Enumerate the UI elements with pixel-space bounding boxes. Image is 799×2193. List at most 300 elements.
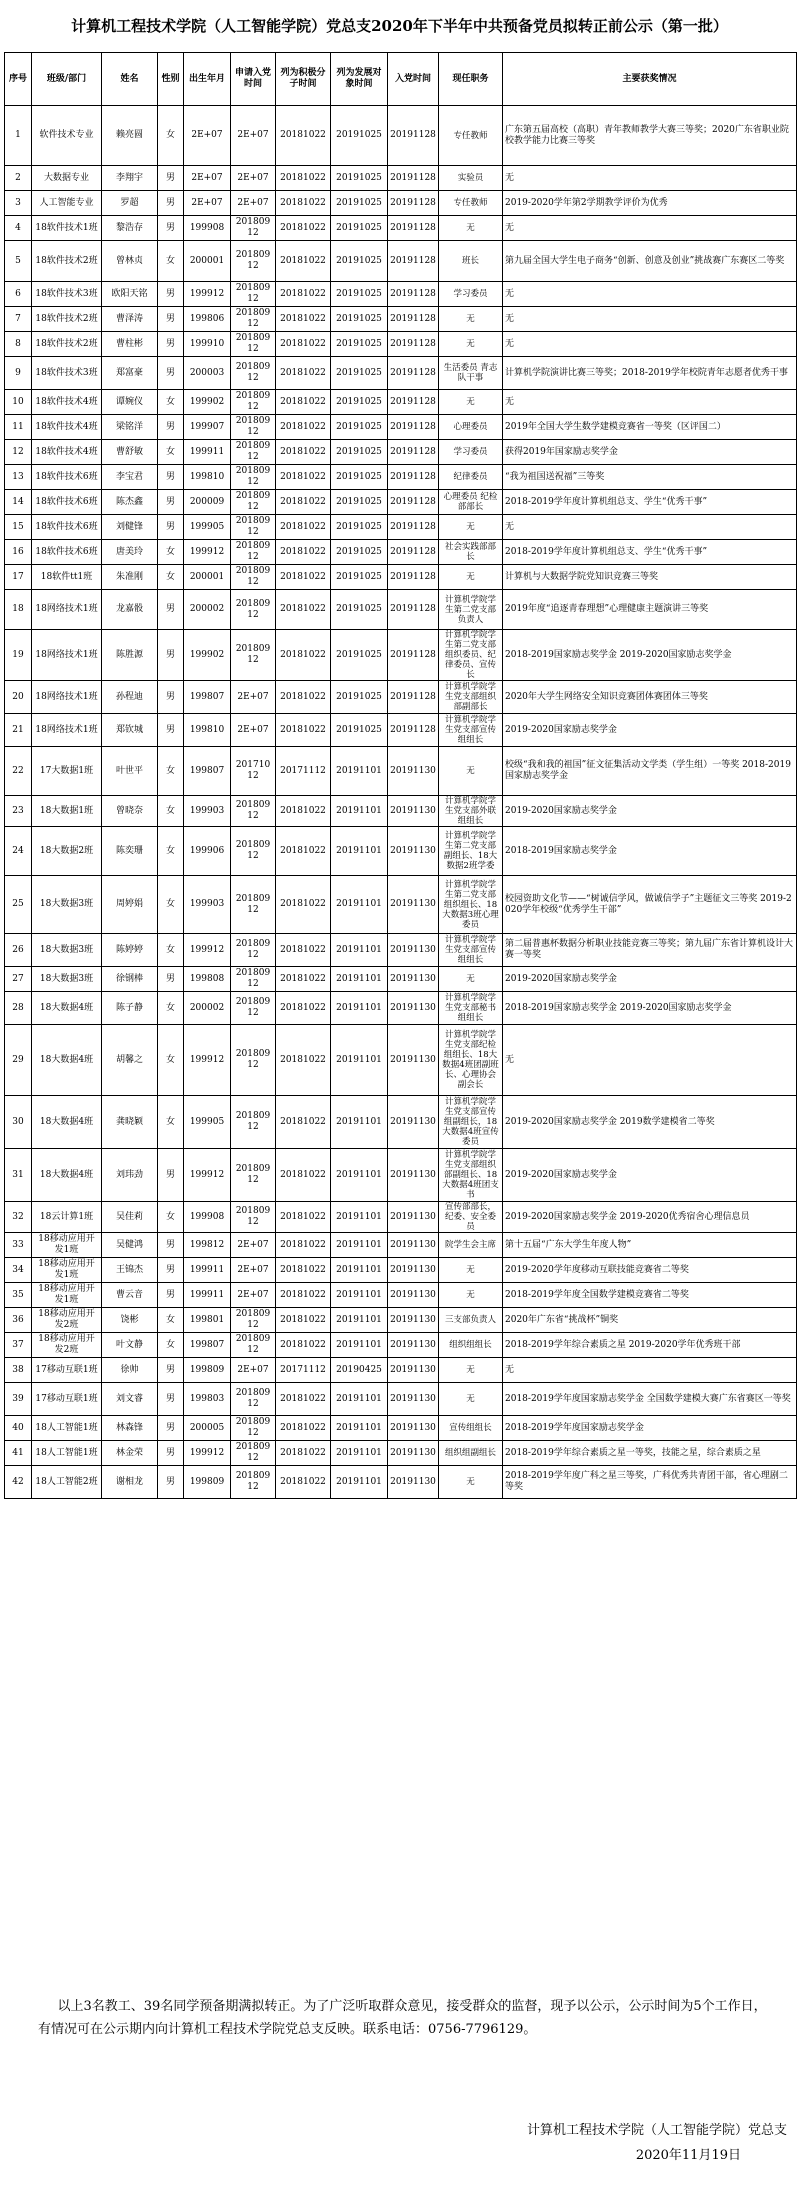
cell-gender: 男 [158, 681, 184, 714]
cell-index: 34 [5, 1258, 32, 1283]
cell-birth: 200003 [184, 357, 231, 390]
cell-name: 曹柱彬 [102, 332, 158, 357]
cell-gender: 女 [158, 540, 184, 565]
cell-name: 曹泽涛 [102, 307, 158, 332]
cell-candidate-date: 20191025 [331, 332, 388, 357]
cell-gender: 女 [158, 565, 184, 590]
cell-gender: 女 [158, 1202, 184, 1233]
cell-candidate-date: 20191101 [331, 876, 388, 934]
cell-gender: 男 [158, 1416, 184, 1441]
table-body [5, 106, 797, 1499]
cell-duty: 计算机学院学生党支部宣传组组长 [439, 934, 503, 967]
cell-honors: 2019-2020国家励志奖学金 2019数学建模省二等奖 [503, 1096, 797, 1149]
cell-honors: 2018-2019学年度全国数学建模竞赛省二等奖 [503, 1283, 797, 1308]
cell-join-date: 20191130 [388, 1441, 439, 1466]
cell-birth: 199902 [184, 390, 231, 415]
cell-duty: 无 [439, 1358, 503, 1383]
cell-index: 15 [5, 515, 32, 540]
cell-duty: 计算机学院学生第二党支部负责人 [439, 590, 503, 630]
cell-honors: 2019-2020学年度移动互联技能竞赛省二等奖 [503, 1258, 797, 1283]
cell-candidate-date: 20191025 [331, 515, 388, 540]
cell-candidate-date: 20191101 [331, 827, 388, 876]
cell-activist-date: 20181022 [276, 796, 331, 827]
table-row [5, 1258, 797, 1283]
cell-index: 39 [5, 1383, 32, 1416]
cell-name: 叶世平 [102, 747, 158, 796]
cell-gender: 女 [158, 241, 184, 282]
cell-index: 25 [5, 876, 32, 934]
table-row [5, 630, 797, 681]
cell-index: 27 [5, 967, 32, 992]
cell-gender: 男 [158, 590, 184, 630]
cell-birth: 200001 [184, 565, 231, 590]
cell-name: 周婷娟 [102, 876, 158, 934]
cell-candidate-date: 20191025 [331, 282, 388, 307]
cell-honors: 2019-2020国家励志奖学金 [503, 967, 797, 992]
cell-class: 18移动应用开发1班 [32, 1233, 102, 1258]
cell-join-date: 20191130 [388, 967, 439, 992]
cell-index: 23 [5, 796, 32, 827]
cell-candidate-date: 20191025 [331, 490, 388, 515]
cell-name: 刘健锋 [102, 515, 158, 540]
cell-gender: 女 [158, 1333, 184, 1358]
cell-apply-date: 20180912 [231, 1383, 276, 1416]
cell-index: 40 [5, 1416, 32, 1441]
cell-honors: 2019年全国大学生数学建模竞赛省一等奖（区评国二） [503, 415, 797, 440]
cell-duty: 心理委员 纪检部部长 [439, 490, 503, 515]
cell-name: 曾晓奈 [102, 796, 158, 827]
cell-index: 14 [5, 490, 32, 515]
cell-birth: 199801 [184, 1308, 231, 1333]
cell-candidate-date: 20191101 [331, 1233, 388, 1258]
cell-join-date: 20191128 [388, 415, 439, 440]
cell-birth: 199806 [184, 307, 231, 332]
cell-candidate-date: 20191025 [331, 440, 388, 465]
cell-index: 41 [5, 1441, 32, 1466]
cell-apply-date: 20180912 [231, 630, 276, 681]
cell-class: 18软件技术1班 [32, 216, 102, 241]
cell-class: 18大数据4班 [32, 992, 102, 1025]
cell-honors: 2018-2019国家励志奖学金 2019-2020国家励志奖学金 [503, 630, 797, 681]
table-row [5, 967, 797, 992]
cell-index: 20 [5, 681, 32, 714]
cell-gender: 男 [158, 357, 184, 390]
header-join-date: 入党时间 [388, 53, 439, 106]
cell-apply-date: 20180912 [231, 307, 276, 332]
cell-apply-date: 2E+07 [231, 681, 276, 714]
cell-birth: 199910 [184, 332, 231, 357]
cell-index: 28 [5, 992, 32, 1025]
cell-join-date: 20191130 [388, 827, 439, 876]
cell-birth: 199912 [184, 934, 231, 967]
document-title: 计算机工程技术学院（人工智能学院）党总支2020年下半年中共预备党员拟转正前公示（第一批） [71, 17, 728, 35]
cell-gender: 女 [158, 1025, 184, 1096]
cell-join-date: 20191128 [388, 540, 439, 565]
cell-gender: 男 [158, 216, 184, 241]
cell-duty: 宣传部部长，纪委、安全委员 [439, 1202, 503, 1233]
cell-name: 吴佳莉 [102, 1202, 158, 1233]
table-row [5, 1202, 797, 1233]
cell-apply-date: 20180912 [231, 1149, 276, 1202]
cell-join-date: 20191128 [388, 166, 439, 191]
cell-activist-date: 20181022 [276, 1333, 331, 1358]
cell-apply-date: 20180912 [231, 357, 276, 390]
cell-apply-date: 20180912 [231, 590, 276, 630]
cell-gender: 男 [158, 1383, 184, 1416]
cell-index: 2 [5, 166, 32, 191]
cell-gender: 男 [158, 1466, 184, 1499]
table-row [5, 241, 797, 282]
cell-join-date: 20191128 [388, 714, 439, 747]
cell-index: 42 [5, 1466, 32, 1499]
cell-join-date: 20191130 [388, 1202, 439, 1233]
cell-activist-date: 20181022 [276, 490, 331, 515]
cell-birth: 199908 [184, 216, 231, 241]
cell-duty: 计算机学院学生党支部宣传组副组长，18大数据4班宣传委员 [439, 1096, 503, 1149]
cell-name: 罗超 [102, 191, 158, 216]
cell-birth: 199812 [184, 1233, 231, 1258]
cell-birth: 199905 [184, 515, 231, 540]
cell-duty: 计算机学院学生党支部组织部副组长、18大数据4班团支书 [439, 1149, 503, 1202]
cell-gender: 女 [158, 440, 184, 465]
cell-duty: 无 [439, 1258, 503, 1283]
cell-activist-date: 20181022 [276, 876, 331, 934]
cell-birth: 199912 [184, 1441, 231, 1466]
cell-class: 18软件技术4班 [32, 440, 102, 465]
cell-class: 18移动应用开发1班 [32, 1258, 102, 1283]
cell-name: 梁铭洋 [102, 415, 158, 440]
cell-honors: 无 [503, 216, 797, 241]
cell-activist-date: 20181022 [276, 166, 331, 191]
cell-activist-date: 20181022 [276, 540, 331, 565]
cell-honors: 校级“我和我的祖国”征文征集活动文学类（学生组）一等奖 2018-2019国家励志奖学金 [503, 747, 797, 796]
cell-birth: 199902 [184, 630, 231, 681]
cell-gender: 男 [158, 1358, 184, 1383]
cell-candidate-date: 20191025 [331, 465, 388, 490]
cell-name: 曹舒敏 [102, 440, 158, 465]
cell-class: 18大数据3班 [32, 967, 102, 992]
cell-candidate-date: 20191101 [331, 1096, 388, 1149]
table-row [5, 515, 797, 540]
cell-join-date: 20191130 [388, 1258, 439, 1283]
cell-class: 18软件技术2班 [32, 332, 102, 357]
cell-class: 18网络技术1班 [32, 681, 102, 714]
cell-name: 陈杰鑫 [102, 490, 158, 515]
cell-candidate-date: 20191101 [331, 1383, 388, 1416]
cell-duty: 无 [439, 565, 503, 590]
cell-honors: 无 [503, 307, 797, 332]
cell-candidate-date: 20191101 [331, 934, 388, 967]
cell-birth: 199807 [184, 681, 231, 714]
cell-apply-date: 20180912 [231, 1096, 276, 1149]
cell-birth: 199903 [184, 876, 231, 934]
cell-join-date: 20191130 [388, 1149, 439, 1202]
cell-duty: 三支部负责人 [439, 1308, 503, 1333]
header-index: 序号 [5, 53, 32, 106]
header-class: 班级/部门 [32, 53, 102, 106]
cell-candidate-date: 20191025 [331, 166, 388, 191]
cell-apply-date: 20180912 [231, 415, 276, 440]
cell-candidate-date: 20191025 [331, 106, 388, 166]
cell-name: 龙嘉骰 [102, 590, 158, 630]
table-row [5, 282, 797, 307]
cell-candidate-date: 20191101 [331, 796, 388, 827]
cell-gender: 男 [158, 1441, 184, 1466]
cell-class: 软件技术专业 [32, 106, 102, 166]
cell-honors: 获得2019年国家励志奖学金 [503, 440, 797, 465]
cell-activist-date: 20181022 [276, 565, 331, 590]
table-row [5, 390, 797, 415]
cell-class: 18移动应用开发1班 [32, 1283, 102, 1308]
cell-name: 孙程迪 [102, 681, 158, 714]
cell-candidate-date: 20191101 [331, 1025, 388, 1096]
cell-apply-date: 20180912 [231, 1025, 276, 1096]
header-name: 姓名 [102, 53, 158, 106]
cell-candidate-date: 20190425 [331, 1358, 388, 1383]
table-row [5, 440, 797, 465]
cell-name: 曾林贞 [102, 241, 158, 282]
cell-candidate-date: 20191101 [331, 747, 388, 796]
table-row [5, 332, 797, 357]
cell-duty: 组织组组长 [439, 1333, 503, 1358]
cell-candidate-date: 20191101 [331, 992, 388, 1025]
cell-candidate-date: 20191025 [331, 216, 388, 241]
cell-apply-date: 2E+07 [231, 1358, 276, 1383]
header-apply-date: 申请入党时间 [231, 53, 276, 106]
table-row [5, 415, 797, 440]
cell-birth: 200009 [184, 490, 231, 515]
cell-birth: 199807 [184, 747, 231, 796]
cell-name: 唐美玲 [102, 540, 158, 565]
cell-honors: 2019-2020国家励志奖学金 [503, 1149, 797, 1202]
cell-candidate-date: 20191025 [331, 241, 388, 282]
cell-apply-date: 20180912 [231, 540, 276, 565]
cell-honors: 2019-2020国家励志奖学金 2019-2020优秀宿舍心理信息员 [503, 1202, 797, 1233]
cell-index: 19 [5, 630, 32, 681]
cell-birth: 199903 [184, 796, 231, 827]
cell-class: 18人工智能2班 [32, 1466, 102, 1499]
cell-name: 曹云音 [102, 1283, 158, 1308]
cell-apply-date: 20171012 [231, 747, 276, 796]
cell-index: 38 [5, 1358, 32, 1383]
cell-gender: 男 [158, 1149, 184, 1202]
cell-birth: 199807 [184, 1333, 231, 1358]
cell-birth: 199911 [184, 1258, 231, 1283]
cell-gender: 男 [158, 1258, 184, 1283]
cell-candidate-date: 20191101 [331, 967, 388, 992]
cell-class: 17大数据1班 [32, 747, 102, 796]
cell-index: 13 [5, 465, 32, 490]
cell-gender: 男 [158, 166, 184, 191]
cell-duty: 无 [439, 1383, 503, 1416]
cell-candidate-date: 20191101 [331, 1308, 388, 1333]
cell-class: 17移动互联1班 [32, 1383, 102, 1416]
cell-gender: 女 [158, 827, 184, 876]
cell-apply-date: 2E+07 [231, 191, 276, 216]
cell-candidate-date: 20191101 [331, 1333, 388, 1358]
cell-candidate-date: 20191101 [331, 1416, 388, 1441]
cell-gender: 女 [158, 106, 184, 166]
table-row [5, 1358, 797, 1383]
cell-apply-date: 20180912 [231, 1416, 276, 1441]
cell-duty: 院学生会主席 [439, 1233, 503, 1258]
cell-gender: 女 [158, 992, 184, 1025]
cell-name: 郑富豪 [102, 357, 158, 390]
table-row [5, 1466, 797, 1499]
cell-honors: 2018-2019国家励志奖学金 [503, 827, 797, 876]
cell-duty: 计算机学院学生党支部外联组组长 [439, 796, 503, 827]
cell-name: 谢相龙 [102, 1466, 158, 1499]
cell-join-date: 20191128 [388, 357, 439, 390]
cell-name: 吴健鸿 [102, 1233, 158, 1258]
cell-name: 陈胜源 [102, 630, 158, 681]
cell-honors: 2019年度“追逐青春理想”心理健康主题演讲三等奖 [503, 590, 797, 630]
cell-join-date: 20191130 [388, 1466, 439, 1499]
cell-index: 11 [5, 415, 32, 440]
cell-apply-date: 20180912 [231, 490, 276, 515]
cell-activist-date: 20181022 [276, 827, 331, 876]
table-row [5, 565, 797, 590]
cell-class: 18网络技术1班 [32, 714, 102, 747]
cell-index: 30 [5, 1096, 32, 1149]
cell-activist-date: 20181022 [276, 967, 331, 992]
cell-birth: 2E+07 [184, 166, 231, 191]
cell-activist-date: 20181022 [276, 1416, 331, 1441]
cell-candidate-date: 20191025 [331, 681, 388, 714]
cell-candidate-date: 20191025 [331, 191, 388, 216]
cell-index: 37 [5, 1333, 32, 1358]
table-row [5, 465, 797, 490]
cell-duty: 计算机学院学生党支部秘书组组长 [439, 992, 503, 1025]
cell-activist-date: 20181022 [276, 390, 331, 415]
cell-class: 18人工智能1班 [32, 1416, 102, 1441]
cell-class: 18大数据4班 [32, 1025, 102, 1096]
cell-apply-date: 2E+07 [231, 714, 276, 747]
cell-duty: 无 [439, 332, 503, 357]
cell-apply-date: 20180912 [231, 934, 276, 967]
cell-honors: 2019-2020学年第2学期教学评价为优秀 [503, 191, 797, 216]
cell-join-date: 20191128 [388, 390, 439, 415]
table-row [5, 827, 797, 876]
cell-activist-date: 20181022 [276, 934, 331, 967]
cell-activist-date: 20181022 [276, 1149, 331, 1202]
signature-org: 计算机工程技术学院（人工智能学院）党总支 [526, 2123, 787, 2138]
header-candidate-date: 列为发展对象时间 [331, 53, 388, 106]
cell-name: 陈婷婷 [102, 934, 158, 967]
cell-honors: 无 [503, 332, 797, 357]
cell-activist-date: 20181022 [276, 1466, 331, 1499]
notice-text: 以上3名教工、39名同学预备期满拟转正。为了广泛听取群众意见，接受群众的监督，现予以公示，公示时间为5个工作日，有情况可在公示期内向计算机工程技术学院党总支反映。联系电话：0756-7796129。 [38, 1999, 767, 2037]
cell-class: 18网络技术1班 [32, 630, 102, 681]
cell-birth: 200002 [184, 590, 231, 630]
cell-apply-date: 20180912 [231, 796, 276, 827]
cell-gender: 男 [158, 465, 184, 490]
cell-gender: 女 [158, 390, 184, 415]
cell-activist-date: 20181022 [276, 106, 331, 166]
cell-activist-date: 20181022 [276, 1441, 331, 1466]
cell-birth: 199912 [184, 1149, 231, 1202]
cell-class: 18软件技术3班 [32, 357, 102, 390]
cell-index: 12 [5, 440, 32, 465]
table-row [5, 1333, 797, 1358]
cell-duty: 专任教师 [439, 106, 503, 166]
cell-activist-date: 20181022 [276, 1025, 331, 1096]
cell-activist-date: 20181022 [276, 515, 331, 540]
cell-join-date: 20191130 [388, 1025, 439, 1096]
cell-duty: 无 [439, 390, 503, 415]
cell-join-date: 20191130 [388, 747, 439, 796]
cell-duty: 班长 [439, 241, 503, 282]
cell-apply-date: 2E+07 [231, 1283, 276, 1308]
cell-gender: 男 [158, 714, 184, 747]
cell-gender: 男 [158, 630, 184, 681]
cell-duty: 计算机学院学生第二党支部组织委员、纪律委员、宣传长 [439, 630, 503, 681]
cell-name: 刘玮劲 [102, 1149, 158, 1202]
cell-name: 饶彬 [102, 1308, 158, 1333]
cell-honors: 计算机与大数据学院党知识竞赛三等奖 [503, 565, 797, 590]
table-row [5, 1441, 797, 1466]
cell-honors: 2018-2019学年综合素质之星 2019-2020学年优秀班干部 [503, 1333, 797, 1358]
cell-apply-date: 20180912 [231, 440, 276, 465]
cell-index: 9 [5, 357, 32, 390]
cell-birth: 200005 [184, 1416, 231, 1441]
cell-birth: 199809 [184, 1466, 231, 1499]
cell-apply-date: 2E+07 [231, 1233, 276, 1258]
cell-activist-date: 20181022 [276, 241, 331, 282]
cell-apply-date: 20180912 [231, 1441, 276, 1466]
cell-join-date: 20191128 [388, 465, 439, 490]
cell-honors: 2018-2019国家励志奖学金 2019-2020国家励志奖学金 [503, 992, 797, 1025]
cell-gender: 男 [158, 332, 184, 357]
cell-class: 18大数据2班 [32, 827, 102, 876]
cell-gender: 男 [158, 282, 184, 307]
cell-honors: 无 [503, 1025, 797, 1096]
cell-birth: 199905 [184, 1096, 231, 1149]
cell-honors: 2018-2019学年综合素质之星一等奖，技能之星，综合素质之星 [503, 1441, 797, 1466]
cell-index: 17 [5, 565, 32, 590]
cell-name: 李宝君 [102, 465, 158, 490]
cell-join-date: 20191128 [388, 307, 439, 332]
cell-join-date: 20191128 [388, 282, 439, 307]
cell-gender: 女 [158, 1308, 184, 1333]
cell-apply-date: 20180912 [231, 241, 276, 282]
cell-name: 刘文睿 [102, 1383, 158, 1416]
cell-candidate-date: 20191025 [331, 565, 388, 590]
cell-name: 龚晓颖 [102, 1096, 158, 1149]
cell-duty: 无 [439, 307, 503, 332]
cell-join-date: 20191128 [388, 630, 439, 681]
cell-honors: 第九届全国大学生电子商务“创新、创意及创业”挑战赛广东赛区二等奖 [503, 241, 797, 282]
cell-apply-date: 20180912 [231, 465, 276, 490]
cell-activist-date: 20181022 [276, 282, 331, 307]
cell-name: 胡馨之 [102, 1025, 158, 1096]
cell-gender: 女 [158, 876, 184, 934]
cell-honors: 校园资助文化节——“树诚信学风，做诚信学子”主题征文三等奖 2019-2020学年校级“优秀学生干部” [503, 876, 797, 934]
cell-duty: 无 [439, 1466, 503, 1499]
table-row [5, 357, 797, 390]
cell-name: 黎浩存 [102, 216, 158, 241]
table-row [5, 796, 797, 827]
cell-activist-date: 20181022 [276, 465, 331, 490]
cell-birth: 199911 [184, 1283, 231, 1308]
cell-candidate-date: 20191101 [331, 1202, 388, 1233]
cell-duty: 计算机学院学生第二党支部组织组长、18大数据3班心理委员 [439, 876, 503, 934]
cell-activist-date: 20181022 [276, 1283, 331, 1308]
cell-index: 24 [5, 827, 32, 876]
cell-class: 18人工智能1班 [32, 1441, 102, 1466]
cell-honors: 计算机学院演讲比赛三等奖；2018-2019学年校院青年志愿者优秀干事 [503, 357, 797, 390]
cell-join-date: 20191128 [388, 106, 439, 166]
